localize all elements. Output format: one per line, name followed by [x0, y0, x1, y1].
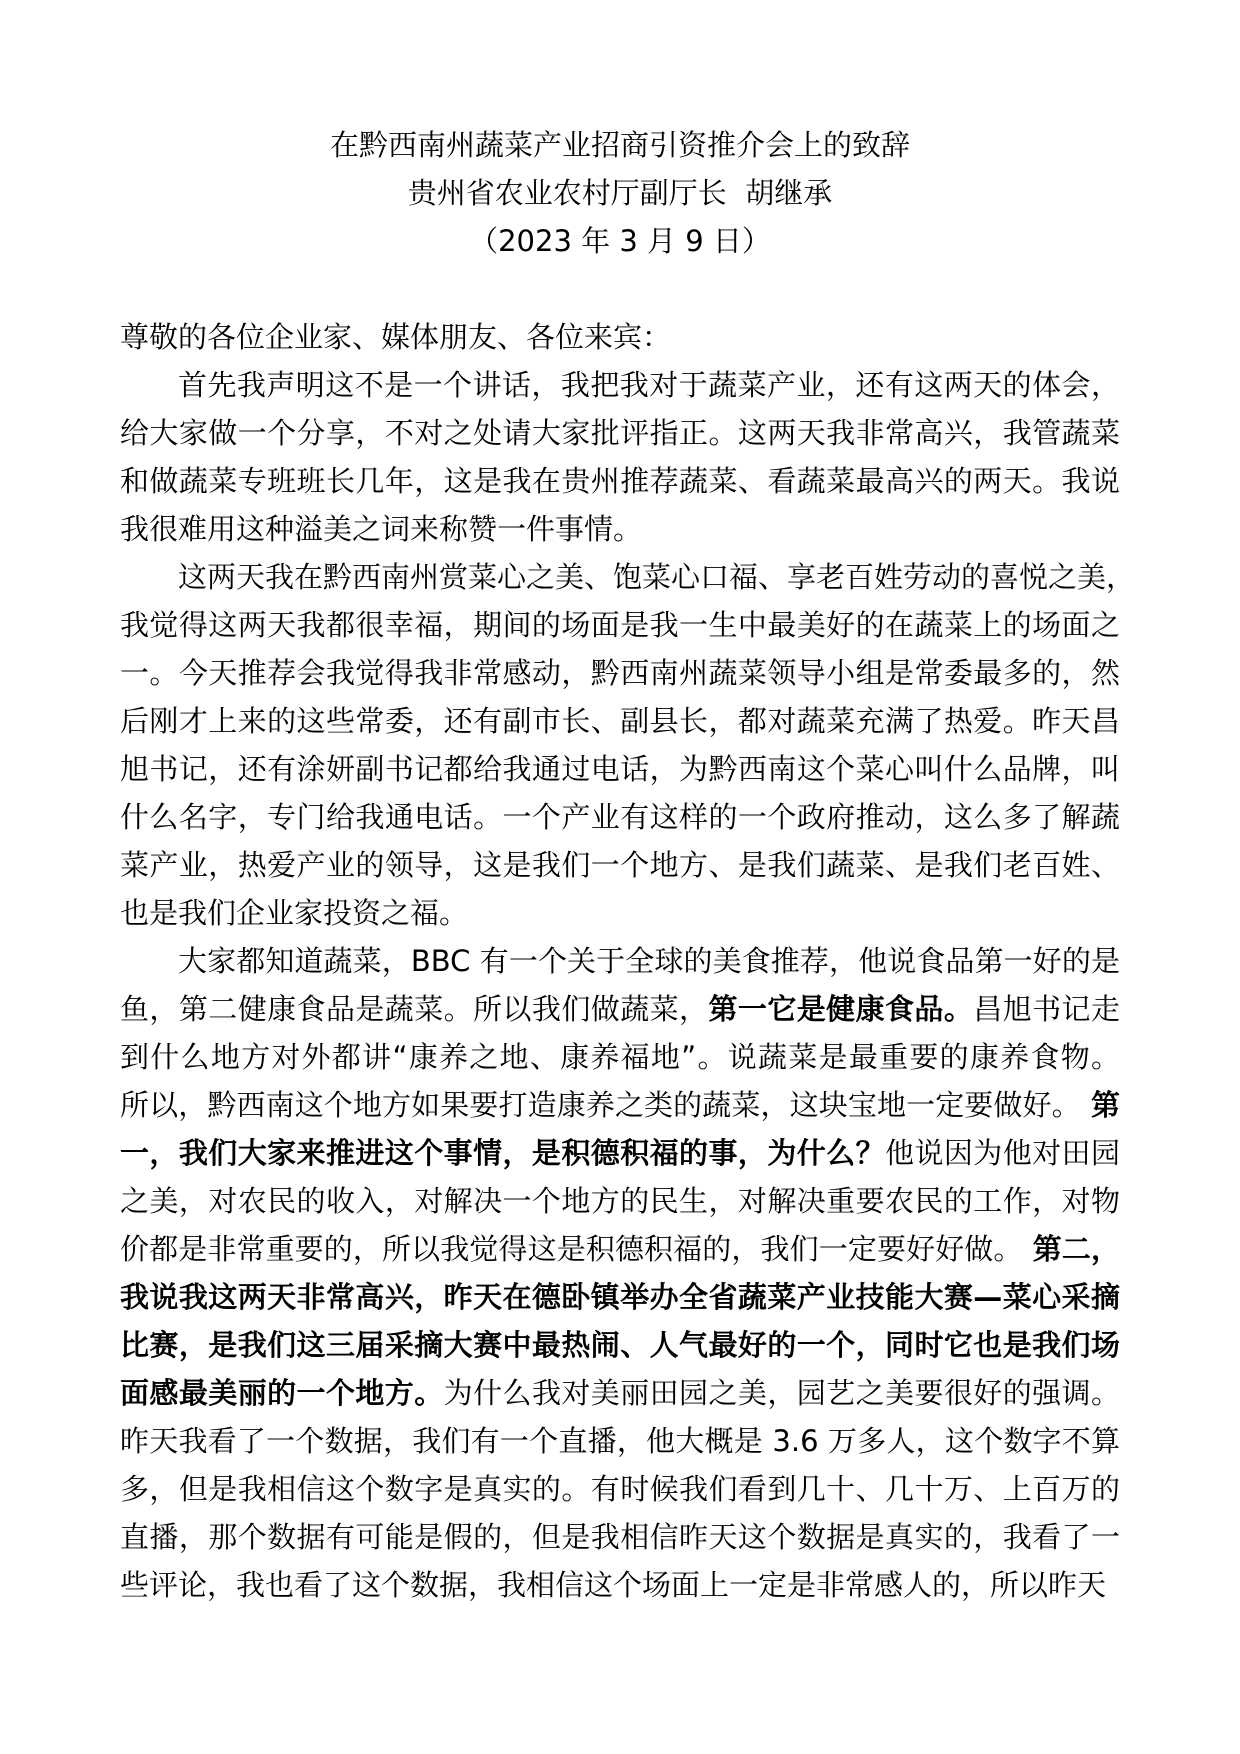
text-segment: 昨天我看了一个数据，我们有一个直播，他大概是 3.6 万多人，这个数字不算	[120, 1424, 1120, 1458]
text-line	[120, 1081, 1120, 1129]
text-line	[120, 1465, 1120, 1513]
text-line	[120, 1369, 1120, 1417]
text-line	[120, 1513, 1120, 1561]
text-segment: 给大家做一个分享，不对之处请大家批评指正。这两天我非常高兴，我管蔬菜	[120, 416, 1120, 450]
text-segment: 到什么地方对外都讲“康养之地、康养福地”。说蔬菜是最重要的康养食物。	[120, 1040, 1120, 1074]
text-line	[120, 1177, 1120, 1225]
speaker-line: 贵州省农业农村厅副厅长 胡继承	[407, 176, 833, 210]
text-line	[120, 1273, 1120, 1321]
text-line	[120, 649, 1120, 697]
text-line	[120, 1129, 1120, 1177]
text-segment: 我很难用这种溢美之词来称赞一件事情。	[120, 512, 643, 546]
text-line	[120, 697, 1120, 745]
text-line	[120, 793, 1120, 841]
text-segment: 大家都知道蔬菜，BBC 有一个关于全球的美食推荐，他说食品第一好的是	[178, 944, 1120, 978]
text-segment: 旭书记，还有涂妍副书记都给我通过电话，为黔西南这个菜心叫什么品牌，叫	[120, 752, 1120, 786]
text-segment: 他说因为他对田园	[885, 1136, 1120, 1170]
text-segment: 后刚才上来的这些常委，还有副市长、副县长，都对蔬菜充满了热爱。昨天昌	[120, 704, 1120, 738]
text-segment: 菜产业，热爱产业的领导，这是我们一个地方、是我们蔬菜、是我们老百姓、	[120, 848, 1120, 882]
text-line	[120, 1321, 1120, 1369]
text-line	[120, 889, 1120, 937]
text-segment: 为什么我对美丽田园之美，园艺之美要很好的强调。	[443, 1376, 1120, 1410]
text-line	[120, 1225, 1120, 1273]
text-line	[120, 841, 1120, 889]
text-line	[120, 937, 1120, 985]
body-paragraph	[120, 361, 1120, 553]
text-segment: 一。今天推荐会我觉得我非常感动，黔西南州蔬菜领导小组是常委最多的，然	[120, 656, 1120, 690]
speech-text	[120, 361, 1136, 1609]
text-line	[120, 745, 1120, 793]
document-body	[120, 121, 1136, 1609]
bold-text-segment: 第	[1080, 1088, 1120, 1122]
blank-line	[120, 265, 1120, 313]
text-line	[120, 361, 1120, 409]
text-segment: 首先我声明这不是一个讲话，我把我对于蔬菜产业，还有这两天的体会，	[178, 368, 1120, 402]
bold-text-segment: 面感最美丽的一个地方。	[120, 1376, 444, 1410]
document-title: 在黔西南州蔬菜产业招商引资推介会上的致辞	[329, 128, 910, 162]
text-segment: 什么名字，专门给我通电话。一个产业有这样的一个政府推动，这么多了解蔬	[120, 800, 1120, 834]
salutation: 尊敬的各位企业家、媒体朋友、各位来宾：	[120, 320, 672, 354]
text-segment: 昌旭书记走	[973, 992, 1120, 1026]
text-line	[120, 1561, 1120, 1609]
text-segment: 之美，对农民的收入，对解决一个地方的民生，对解决重要农民的工作，对物	[120, 1184, 1120, 1218]
text-segment: 所以，黔西南这个地方如果要打造康养之类的蔬菜，这块宝地一定要做好。	[120, 1088, 1081, 1122]
text-segment: 些评论，我也看了这个数据，我相信这个场面上一定是非常感人的，所以昨天	[120, 1568, 1107, 1602]
text-line	[120, 601, 1120, 649]
text-line	[120, 1417, 1120, 1465]
body-paragraph	[120, 937, 1120, 1609]
text-segment: 多，但是我相信这个数字是真实的。有时候我们看到几十、几十万、上百万的	[120, 1472, 1120, 1506]
bold-text-segment: 第二，	[1022, 1232, 1120, 1266]
body-paragraph	[120, 553, 1136, 937]
text-line	[120, 409, 1120, 457]
text-segment: 直播，那个数据有可能是假的，但是我相信昨天这个数据是真实的，我看了一	[120, 1520, 1120, 1554]
text-line	[120, 985, 1120, 1033]
text-segment: 这两天我在黔西南州赏菜心之美、饱菜心口福、享老百姓劳动的喜悦之美，	[178, 560, 1136, 594]
text-segment: 也是我们企业家投资之福。	[120, 896, 469, 930]
bold-text-segment: 一，我们大家来推进这个事情，是积德积福的事，为什么？	[120, 1136, 886, 1170]
text-line	[120, 457, 1120, 505]
text-segment: 鱼，第二健康食品是蔬菜。所以我们做蔬菜，	[120, 992, 709, 1026]
bold-text-segment: 比赛，是我们这三届采摘大赛中最热闹、人气最好的一个，同时它也是我们场	[120, 1328, 1120, 1362]
text-line	[120, 1033, 1120, 1081]
text-segment: 价都是非常重要的，所以我觉得这是积德积福的，我们一定要好好做。	[120, 1232, 1023, 1266]
bold-text-segment: 我说我这两天非常高兴，昨天在德卧镇举办全省蔬菜产业技能大赛—菜心采摘	[120, 1280, 1120, 1314]
text-line	[120, 505, 1120, 553]
text-segment: 和做蔬菜专班班长几年，这是我在贵州推荐蔬菜、看蔬菜最高兴的两天。我说	[120, 464, 1120, 498]
bold-text-segment: 第一它是健康食品。	[708, 992, 974, 1026]
text-segment: 我觉得这两天我都很幸福，期间的场面是我一生中最美好的在蔬菜上的场面之	[120, 608, 1120, 642]
text-line	[120, 553, 1136, 601]
date-line: （2023 年 3 月 9 日）	[469, 224, 771, 258]
